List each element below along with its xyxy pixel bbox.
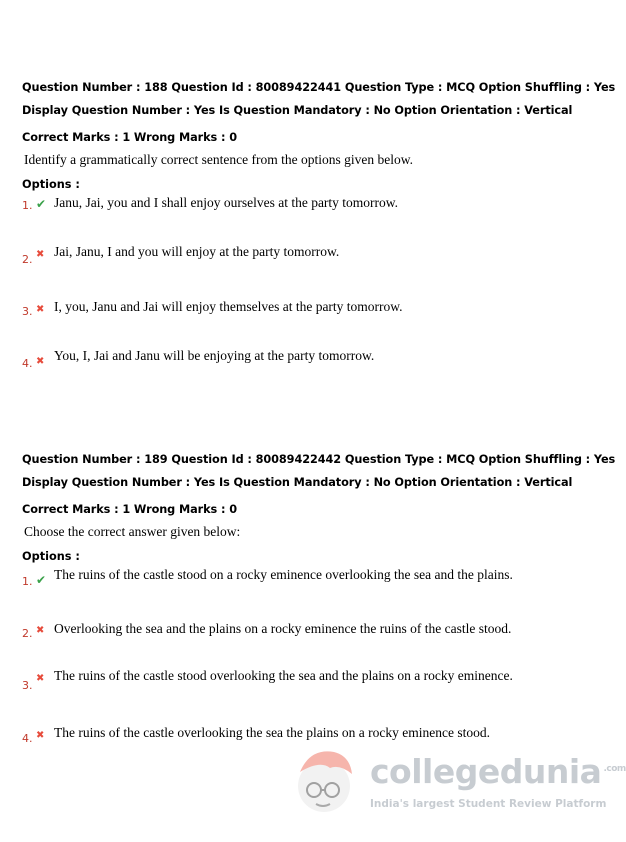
question-marks: Correct Marks : 1 Wrong Marks : 0 xyxy=(22,131,238,144)
option-text: I, you, Janu and Jai will enjoy themselves at the party tomorrow. xyxy=(54,299,403,314)
check-icon: ✔ xyxy=(36,573,47,587)
option-number: 2. xyxy=(22,627,33,640)
cross-icon: ✖ xyxy=(36,356,45,367)
option-number: 1. xyxy=(22,199,33,212)
check-icon: ✔ xyxy=(36,197,47,211)
watermark-tagline: India's largest Student Review Platform xyxy=(370,798,607,810)
option-number: 4. xyxy=(22,732,33,745)
option-text: The ruins of the castle stood overlooking the sea and the plains on a rocky eminence. xyxy=(54,668,513,683)
option-1 xyxy=(22,567,582,619)
student-mascot-icon xyxy=(290,742,360,822)
option-3 xyxy=(22,668,582,723)
cross-icon: ✖ xyxy=(36,673,45,684)
option-number: 3. xyxy=(22,679,33,692)
cross-icon: ✖ xyxy=(36,625,45,636)
watermark-brand xyxy=(370,752,626,791)
option-number: 1. xyxy=(22,575,33,588)
option-2 xyxy=(22,244,582,299)
watermark-brand-name: collegedunia xyxy=(370,752,602,791)
collegedunia-watermark xyxy=(290,742,626,832)
question-meta-line2: Display Question Number : Yes Is Question Mandatory : No Option Orientation : Vertical xyxy=(22,476,573,489)
cross-icon: ✖ xyxy=(36,249,45,260)
option-2 xyxy=(22,619,582,671)
cross-icon: ✖ xyxy=(36,304,45,315)
watermark-brand-suffix: .com xyxy=(603,764,626,774)
options-label: Options : xyxy=(22,550,80,563)
option-4 xyxy=(22,348,582,403)
option-text: The ruins of the castle stood on a rocky eminence overlooking the sea and the plains. xyxy=(54,567,513,582)
question-text: Choose the correct answer given below: xyxy=(24,524,241,539)
question-meta-line1: Question Number : 188 Question Id : 80089422441 Question Type : MCQ Option Shuffling : Yes xyxy=(22,81,616,94)
cross-icon: ✖ xyxy=(36,730,45,741)
question-marks: Correct Marks : 1 Wrong Marks : 0 xyxy=(22,503,238,516)
option-text: Jai, Janu, I and you will enjoy at the party tomorrow. xyxy=(54,244,340,259)
option-number: 3. xyxy=(22,305,33,318)
option-text: Janu, Jai, you and I shall enjoy ourselves at the party tomorrow. xyxy=(54,195,399,210)
option-number: 2. xyxy=(22,253,33,266)
option-text: Overlooking the sea and the plains on a rocky eminence the ruins of the castle stood. xyxy=(54,621,512,636)
option-3 xyxy=(22,299,582,351)
question-text: Identify a grammatically correct sentence from the options given below. xyxy=(24,152,413,167)
option-text: You, I, Jai and Janu will be enjoying at the party tomorrow. xyxy=(54,348,375,363)
options-label: Options : xyxy=(22,178,80,191)
option-text: The ruins of the castle overlooking the sea the plains on a rocky eminence stood. xyxy=(54,725,490,740)
option-number: 4. xyxy=(22,357,33,370)
option-1 xyxy=(22,195,582,247)
question-block-188 xyxy=(22,76,616,403)
question-meta-line2: Display Question Number : Yes Is Question Mandatory : No Option Orientation : Vertical xyxy=(22,104,573,117)
question-meta-line1: Question Number : 189 Question Id : 80089422442 Question Type : MCQ Option Shuffling : Yes xyxy=(22,453,616,466)
